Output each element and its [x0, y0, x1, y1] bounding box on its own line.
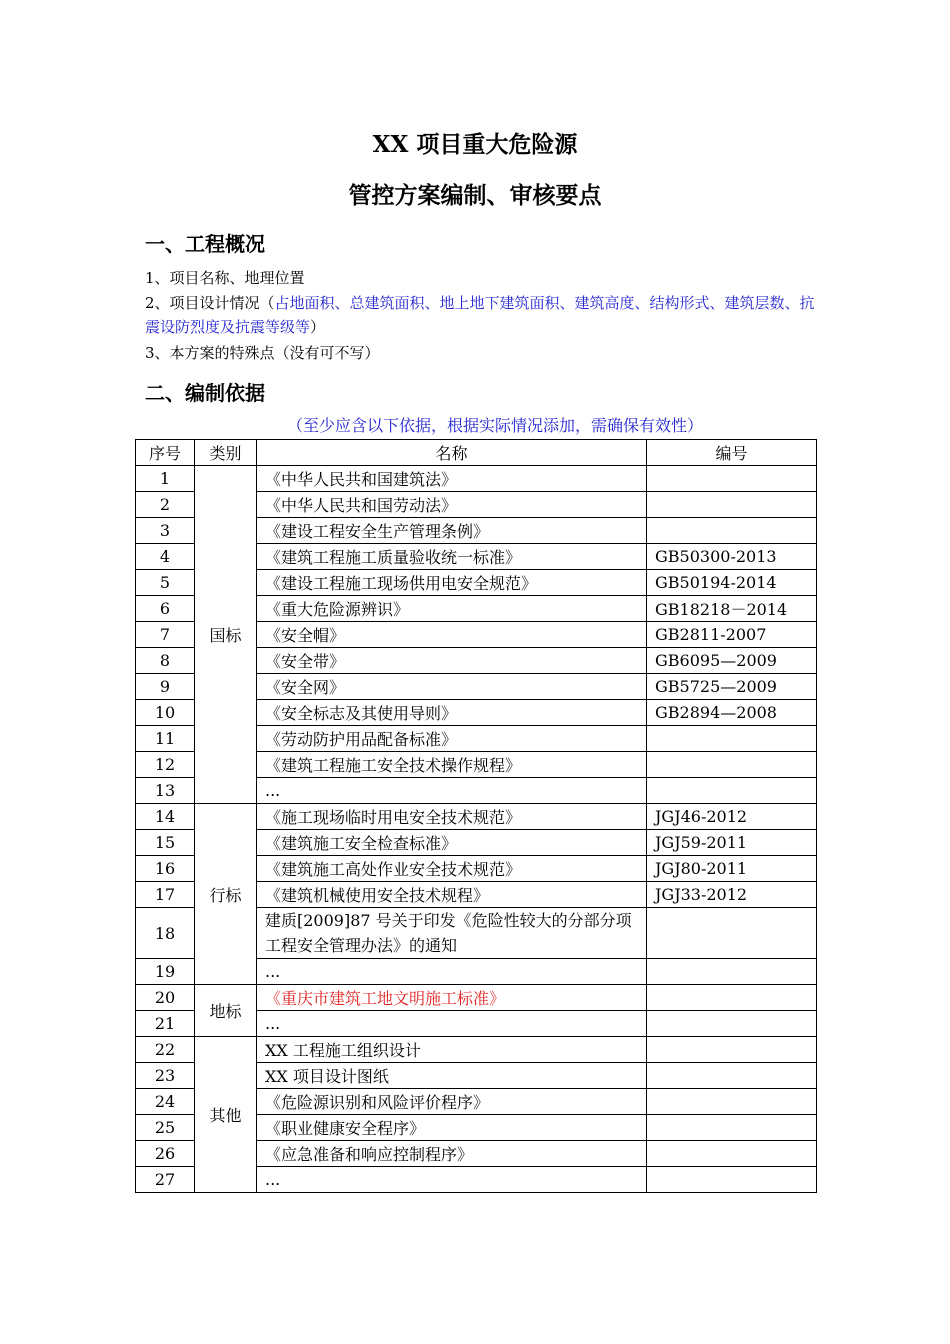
row-no: 15: [136, 830, 195, 856]
row-code: GB5725—2009: [647, 674, 817, 700]
row-name: XX 项目设计图纸: [257, 1063, 647, 1089]
row-name: 《中华人民共和国建筑法》: [257, 466, 647, 492]
row-no: 16: [136, 856, 195, 882]
overview-item-2: [145, 291, 815, 339]
table-row: [136, 804, 817, 830]
overview-item-3: 3、本方案的特殊点（没有可不写）: [145, 344, 380, 362]
row-name-highlighted: 《重庆市建筑工地文明施工标准》: [257, 985, 647, 1011]
row-no: 26: [136, 1141, 195, 1167]
document-title-line2: 管控方案编制、审核要点: [348, 182, 602, 209]
basis-note: （至少应含以下依据，根据实际情况添加，需确保有效性）: [286, 416, 703, 435]
row-code: GB2894—2008: [647, 700, 817, 726]
row-no: 17: [136, 882, 195, 908]
row-code: [647, 726, 817, 752]
row-name: 建质[2009]87 号关于印发《危险性较大的分部分项工程安全管理办法》的通知: [257, 908, 647, 959]
category-national: 国标: [195, 466, 257, 804]
row-name: 《建筑施工高处作业安全技术规范》: [257, 856, 647, 882]
row-no: 21: [136, 1011, 195, 1037]
row-code: GB50300-2013: [647, 544, 817, 570]
overview-item-2-prefix: 2、项目设计情况（: [145, 294, 275, 312]
row-no: 12: [136, 752, 195, 778]
category-industry: 行标: [195, 804, 257, 985]
row-code: [647, 1037, 817, 1063]
row-code: GB6095—2009: [647, 648, 817, 674]
row-code: JGJ80-2011: [647, 856, 817, 882]
table-row: [136, 1037, 817, 1063]
row-name: 《应急准备和响应控制程序》: [257, 1141, 647, 1167]
row-code: [647, 1115, 817, 1141]
row-no: 14: [136, 804, 195, 830]
row-no: 19: [136, 959, 195, 985]
row-name: 《安全标志及其使用导则》: [257, 700, 647, 726]
row-no: 24: [136, 1089, 195, 1115]
row-name: 《建设工程施工现场供用电安全规范》: [257, 570, 647, 596]
row-code: [647, 492, 817, 518]
row-no: 11: [136, 726, 195, 752]
row-name: ...: [257, 1167, 647, 1193]
row-name: ...: [257, 959, 647, 985]
header-name: 名称: [257, 440, 647, 466]
row-code: JGJ59-2011: [647, 830, 817, 856]
row-no: 2: [136, 492, 195, 518]
table-row: [136, 985, 817, 1011]
row-name: 《建筑施工安全检查标准》: [257, 830, 647, 856]
row-code: [647, 959, 817, 985]
row-code: [647, 908, 817, 959]
row-code: [647, 466, 817, 492]
overview-item-1: 1、项目名称、地理位置: [145, 269, 305, 287]
row-no: 18: [136, 908, 195, 959]
section-heading-overview: 一、工程概况: [145, 232, 265, 256]
row-name: 《施工现场临时用电安全技术规范》: [257, 804, 647, 830]
row-code: GB50194-2014: [647, 570, 817, 596]
row-name: 《安全帽》: [257, 622, 647, 648]
table-header-row: [136, 440, 817, 466]
row-no: 5: [136, 570, 195, 596]
row-no: 1: [136, 466, 195, 492]
category-other: 其他: [195, 1037, 257, 1193]
row-no: 23: [136, 1063, 195, 1089]
row-code: [647, 1167, 817, 1193]
row-name: 《建筑工程施工安全技术操作规程》: [257, 752, 647, 778]
row-name: ...: [257, 778, 647, 804]
row-no: 25: [136, 1115, 195, 1141]
row-name: 《建设工程安全生产管理条例》: [257, 518, 647, 544]
row-name: 《劳动防护用品配备标准》: [257, 726, 647, 752]
row-code: [647, 752, 817, 778]
row-code: JGJ46-2012: [647, 804, 817, 830]
row-code: [647, 1063, 817, 1089]
row-code: [647, 1089, 817, 1115]
basis-table: [135, 439, 817, 1193]
row-no: 10: [136, 700, 195, 726]
row-no: 22: [136, 1037, 195, 1063]
row-no: 4: [136, 544, 195, 570]
row-code: GB18218－2014: [647, 596, 817, 622]
header-code: 编号: [647, 440, 817, 466]
document-title-line1: XX 项目重大危险源: [372, 131, 578, 158]
row-code: [647, 1141, 817, 1167]
row-name: 《重大危险源辨识》: [257, 596, 647, 622]
row-name: 《安全带》: [257, 648, 647, 674]
overview-item-2-suffix: ）: [310, 318, 326, 336]
row-no: 9: [136, 674, 195, 700]
overview-item-2-detail: 占地面积、总建筑面积、地上地下建筑面积、建筑高度、结构形式、建筑层数、抗震设防烈度及抗震等级等: [145, 294, 815, 336]
row-name: XX 工程施工组织设计: [257, 1037, 647, 1063]
row-no: 27: [136, 1167, 195, 1193]
row-name: 《职业健康安全程序》: [257, 1115, 647, 1141]
row-name: 《建筑工程施工质量验收统一标准》: [257, 544, 647, 570]
category-local: 地标: [195, 985, 257, 1037]
row-no: 7: [136, 622, 195, 648]
row-code: JGJ33-2012: [647, 882, 817, 908]
header-category: 类别: [195, 440, 257, 466]
row-code: [647, 778, 817, 804]
row-name: 《建筑机械使用安全技术规程》: [257, 882, 647, 908]
row-code: [647, 1011, 817, 1037]
row-no: 13: [136, 778, 195, 804]
row-code: GB2811-2007: [647, 622, 817, 648]
row-no: 8: [136, 648, 195, 674]
row-no: 3: [136, 518, 195, 544]
row-name: 《危险源识别和风险评价程序》: [257, 1089, 647, 1115]
row-name: ...: [257, 1011, 647, 1037]
row-name: 《中华人民共和国劳动法》: [257, 492, 647, 518]
row-no: 6: [136, 596, 195, 622]
header-no: 序号: [136, 440, 195, 466]
table-row: [136, 466, 817, 492]
row-name: 《安全网》: [257, 674, 647, 700]
row-code: [647, 518, 817, 544]
row-code: [647, 985, 817, 1011]
section-heading-basis: 二、编制依据: [145, 381, 265, 405]
row-no: 20: [136, 985, 195, 1011]
